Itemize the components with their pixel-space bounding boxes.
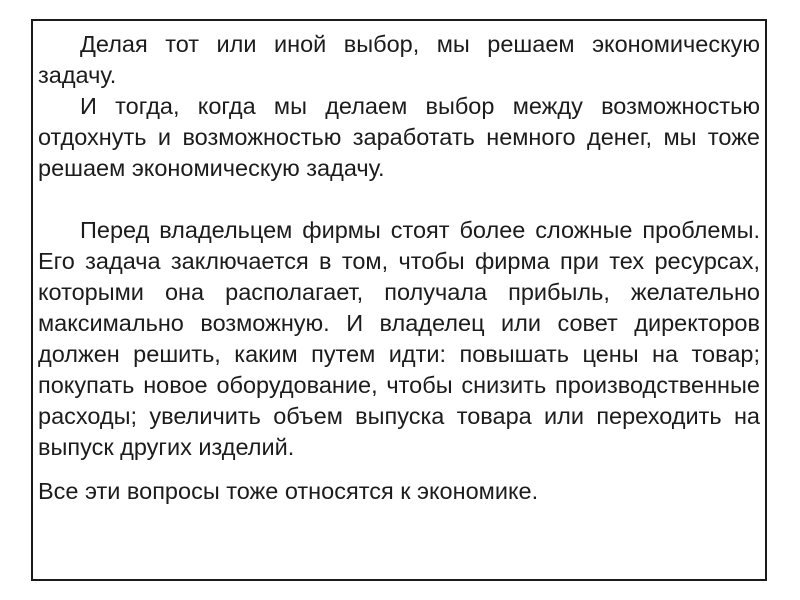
paragraph-rest-or-work: И тогда, когда мы делаем выбор между возможностью отдохнуть и возможностью заработать немного денег, мы тоже решаем экономическую задачу. — [38, 93, 760, 181]
paragraph-firm-owner-problems: Перед владельцем фирмы стоят более сложные проблемы. Его задача заключается в том, чтобы фирма при тех ресурсах, которыми она располагает, получала прибыль, желательно максимально возможную. И владелец или совет директоров должен решить, каким путем идти: повышать цены на товар; покупать новое оборудование, чтобы снизить производственные расходы; увеличить объем выпуска товара или переходить на выпуск других изделий. — [38, 217, 760, 460]
paragraph-conclusion: Все эти вопросы тоже относятся к экономике. — [38, 478, 539, 504]
text-block — [38, 29, 760, 507]
paragraph-economic-choice: Делая тот или иной выбор, мы решаем экономическую задачу. — [38, 31, 760, 88]
